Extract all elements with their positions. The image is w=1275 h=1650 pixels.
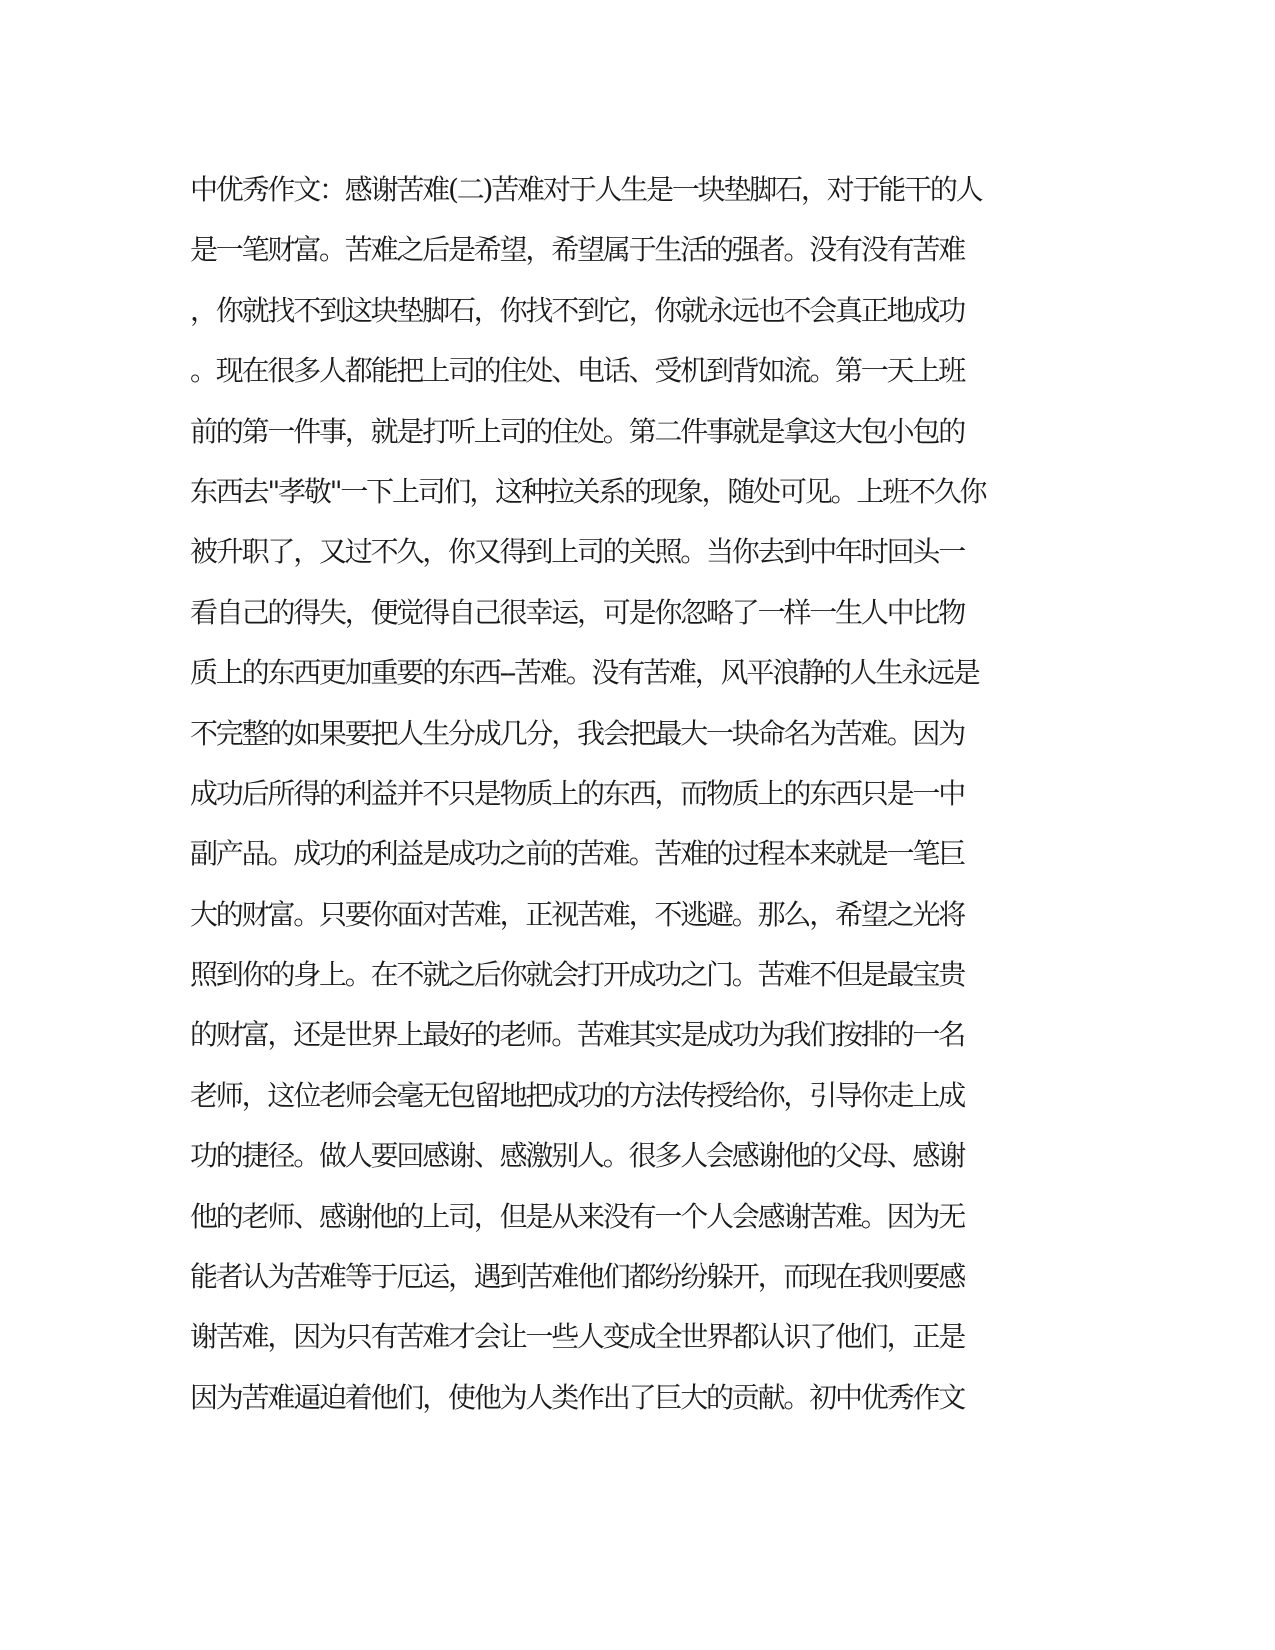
text-line: 的财富，还是世界上最好的老师。苦难其实是成功为我们按排的一名: [190, 1018, 965, 1052]
text-line: 老师，这位老师会毫无包留地把成功的方法传授给你，引导你走上成: [190, 1078, 965, 1112]
text-line: 前的第一件事，就是打听上司的住处。第二件事就是拿这大包小包的: [190, 414, 965, 448]
text-line: 副产品。成功的利益是成功之前的苦难。苦难的过程本来就是一笔巨: [190, 837, 965, 871]
text-line: 东西去"孝敬"一下上司们，这种拉关系的现象，随处可见。上班不久你: [190, 474, 986, 508]
text-line: 照到你的身上。在不就之后你就会打开成功之门。苦难不但是最宝贵: [190, 958, 965, 992]
text-line: 因为苦难逼迫着他们，使他为人类作出了巨大的贡献。初中优秀作文: [190, 1380, 965, 1414]
text-line: ，你就找不到这块垫脚石，你找不到它，你就永远也不会真正地成功: [190, 293, 965, 327]
text-line: 。现在很多人都能把上司的住处、电话、受机到背如流。第一天上班: [190, 354, 965, 388]
text-line: 能者认为苦难等于厄运，遇到苦难他们都纷纷躲开，而现在我则要感: [190, 1260, 965, 1294]
text-line: 谢苦难，因为只有苦难才会让一些人变成全世界都认识了他们，正是: [190, 1320, 965, 1354]
text-line: 是一笔财富。苦难之后是希望，希望属于生活的强者。没有没有苦难: [190, 233, 965, 267]
text-line: 中优秀作文：感谢苦难(二)苦难对于人生是一块垫脚石，对于能干的人: [190, 173, 982, 206]
text-line: 成功后所得的利益并不只是物质上的东西，而物质上的东西只是一中: [190, 776, 965, 810]
text-line: 不完整的如果要把人生分成几分，我会把最大一块命名为苦难。因为: [190, 716, 965, 750]
text-line: 质上的东西更加重要的东西--苦难。没有苦难，风平浪静的人生永远是: [190, 656, 979, 690]
text-line: 被升职了，又过不久，你又得到上司的关照。当你去到中年时回头一: [190, 535, 965, 569]
text-line: 看自己的得失，便觉得自己很幸运，可是你忽略了一样一生人中比物: [190, 595, 965, 629]
text-line: 他的老师、感谢他的上司，但是从来没有一个人会感谢苦难。因为无: [190, 1199, 965, 1233]
essay-body: [190, 160, 1090, 1428]
text-line: 大的财富。只要你面对苦难，正视苦难，不逃避。那么，希望之光将: [190, 897, 965, 931]
text-line: 功的捷径。做人要回感谢、感激别人。很多人会感谢他的父母、感谢: [190, 1139, 965, 1173]
